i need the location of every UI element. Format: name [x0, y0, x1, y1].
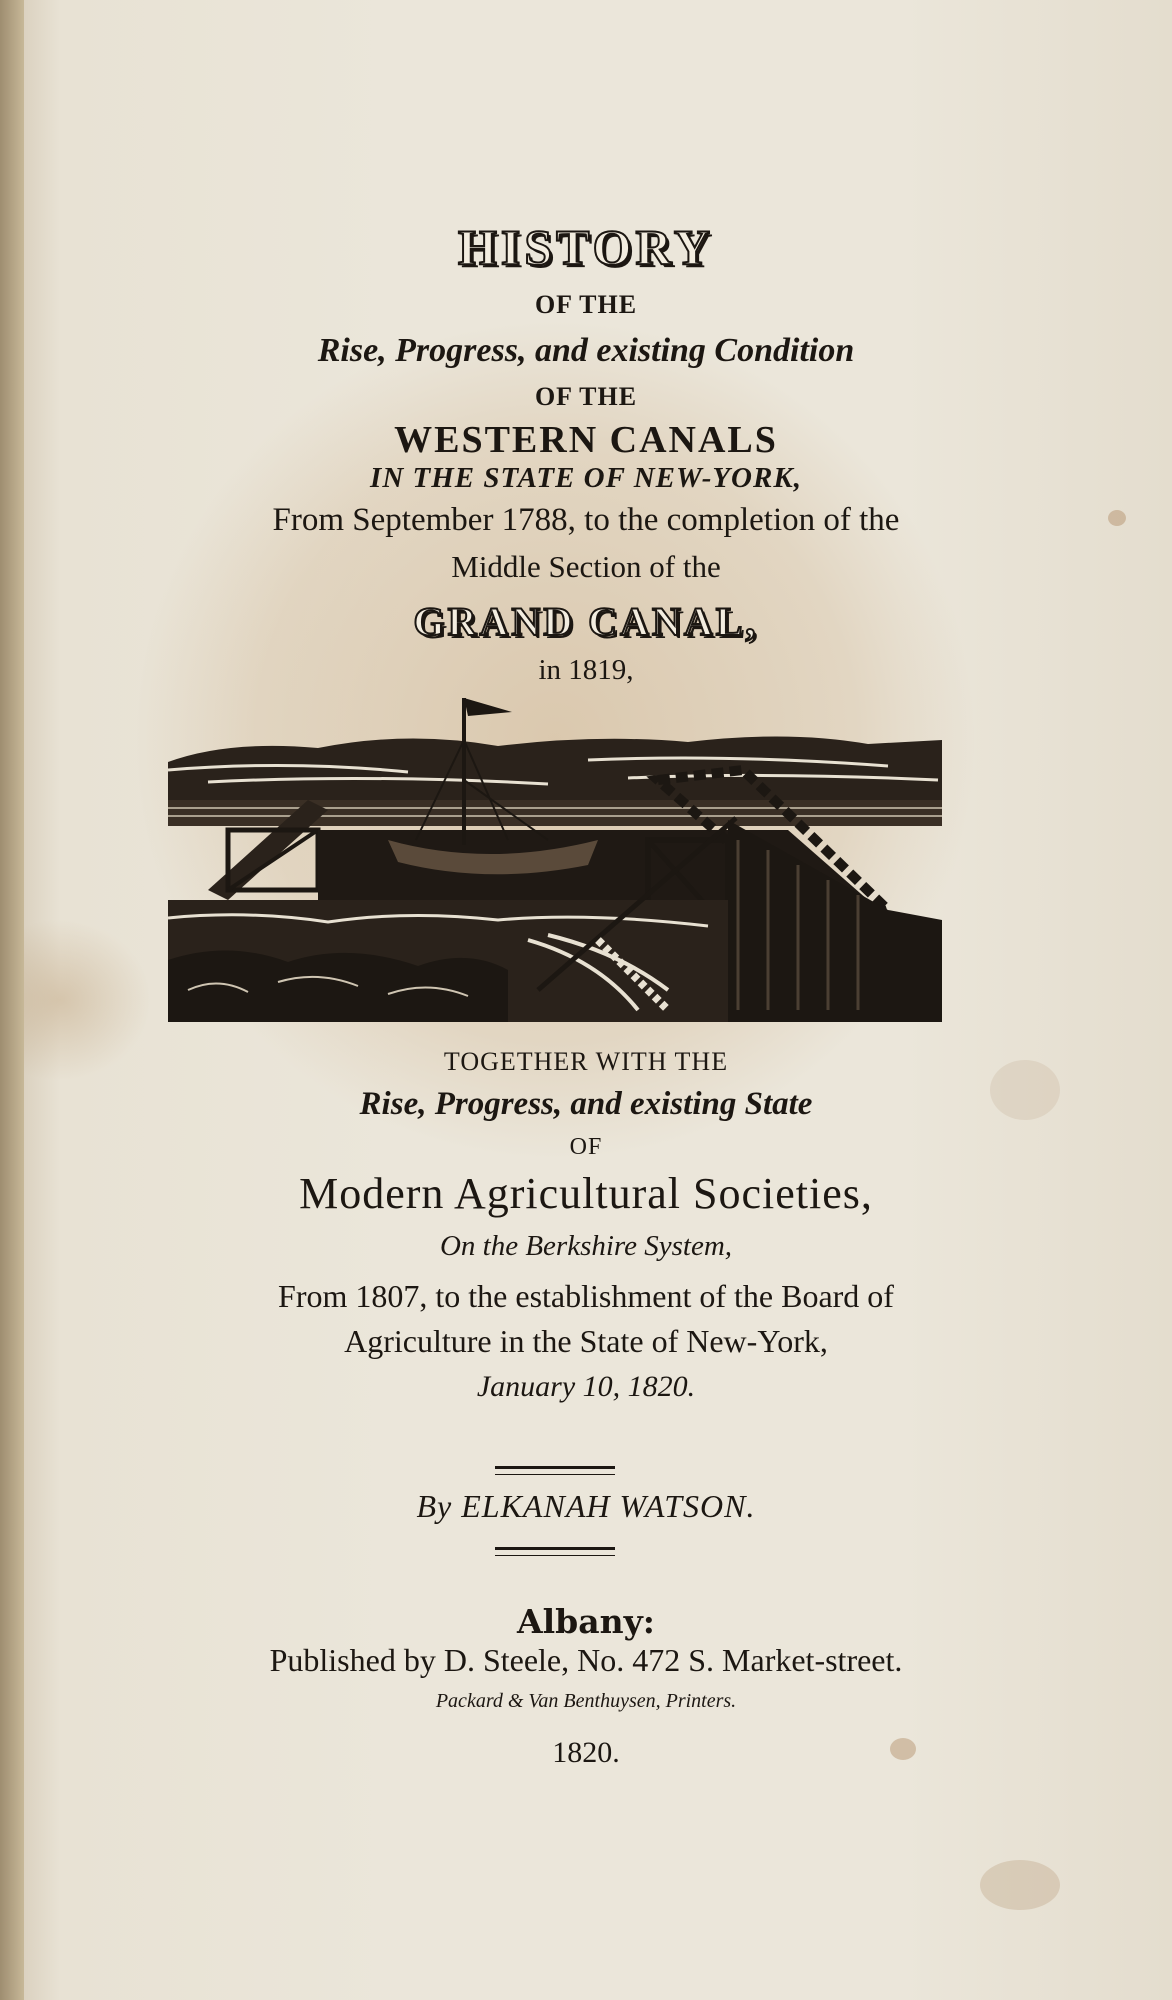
year-1819-line: in 1819,	[538, 654, 634, 686]
of-the-line-1: OF THE	[534, 290, 638, 319]
of-the-line-2: OF THE	[534, 382, 638, 411]
state-line: IN THE STATE OF NEW-YORK,	[370, 462, 802, 494]
from-1807-line: From 1807, to the establishment of the Board of	[278, 1278, 894, 1314]
berkshire-system-line: On the Berkshire System,	[439, 1230, 733, 1262]
from-september-line: From September 1788, to the completion of the	[272, 502, 900, 538]
publisher-line: Published by D. Steele, No. 472 S. Market-street.	[269, 1642, 903, 1678]
agricultural-societies-heading: Modern Agricultural Societies,	[299, 1169, 873, 1218]
middle-section-line: Middle Section of the	[451, 549, 721, 584]
western-canals-heading: WESTERN CANALS	[394, 419, 778, 461]
together-with-the: TOGETHER WITH THE	[443, 1047, 729, 1076]
date-line: January 10, 1820.	[476, 1370, 696, 1403]
canal-lock-woodcut	[168, 690, 942, 1022]
rise-progress-state: Rise, Progress, and existing State	[359, 1086, 813, 1122]
publication-year: 1820.	[552, 1736, 620, 1769]
rise-progress-condition: Rise, Progress, and existing Condition	[317, 332, 855, 369]
foxing-stain	[980, 1860, 1060, 1910]
agriculture-board-line: Agriculture in the State of New-York,	[344, 1323, 828, 1359]
main-title: HISTORY	[458, 219, 714, 275]
printers-line: Packard & Van Benthuysen, Printers.	[435, 1690, 737, 1712]
author-line: By ELKANAH WATSON.	[416, 1488, 756, 1524]
of-line: OF	[569, 1134, 603, 1160]
ornamental-rule-top	[495, 1466, 615, 1475]
albany-line: Albany:	[517, 1602, 655, 1641]
grand-canal-heading: GRAND CANAL,	[413, 599, 759, 644]
ornamental-rule-bottom	[495, 1547, 615, 1556]
